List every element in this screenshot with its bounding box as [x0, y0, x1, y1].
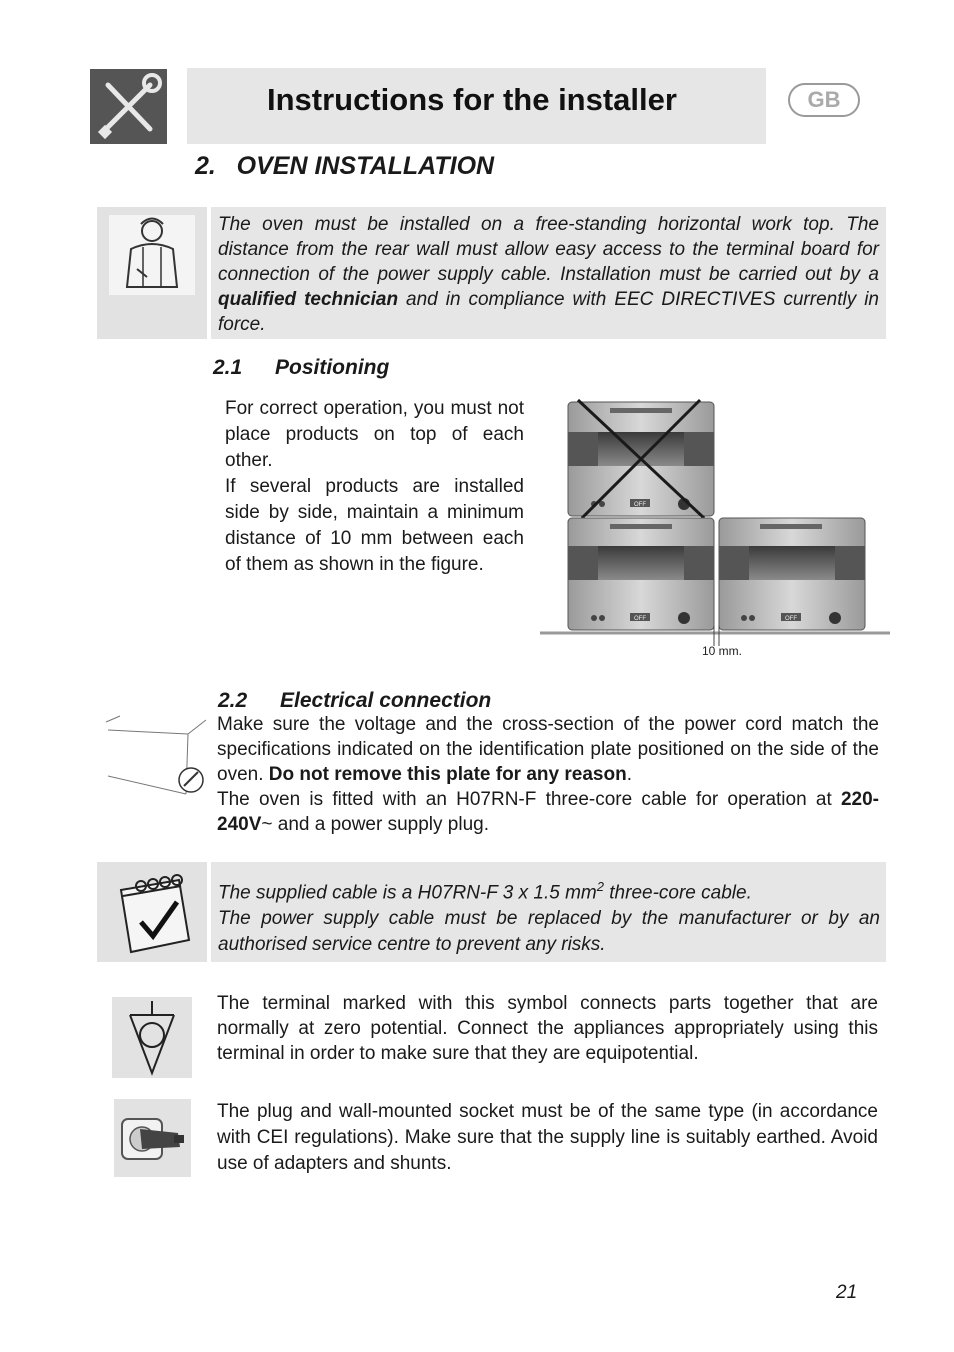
page-title: Instructions for the installer	[267, 82, 677, 117]
subsection-electrical: 2.2 Electrical connection	[218, 689, 492, 712]
intro-text: The oven must be installed on a free-standing horizontal work top. The distance from the rear wall must allow easy access to the terminal board for connection of the power supply cable. Installation must be carried out by a qualified technician and in compliance with EEC DIRECTIVES currently in force.	[218, 214, 879, 335]
positioning-text: For correct operation, you must not place products on top of each other. If several products are installed side by side, maintain a minimum distance of 10 mm between each of them as shown in the figure.	[225, 398, 524, 575]
tools-icon	[90, 69, 167, 144]
language-badge: GB	[788, 83, 860, 117]
plug-socket-icon	[114, 1099, 191, 1177]
equipotential-text: The terminal marked with this symbol connects parts together that are normally at zero potential. Connect the appliances appropriately using this terminal in order to make sure that they are equipotential.	[217, 993, 878, 1064]
oven-stacking-figure	[538, 398, 894, 660]
notepad-check-icon	[97, 862, 207, 962]
section-title: 2. OVEN INSTALLATION	[195, 152, 495, 180]
plug-text: The plug and wall-mounted socket must be of the same type (in accordance with CEI regulations). Make sure that the supply line is suitably earthed. Avoid use of adapters and shunts.	[217, 1101, 878, 1174]
identification-plate-icon	[100, 712, 212, 802]
notepad-icon-box	[97, 862, 207, 962]
technician-icon	[97, 207, 207, 339]
page-number: 21	[836, 1282, 858, 1303]
svg-text:OFF: OFF	[634, 502, 646, 508]
electrical-text: Make sure the voltage and the cross-section of the power cord match the specifications indicated on the identification plate positioned on the side of the oven. Do not remove this plate for any reason. The oven is fitted with an H07RN-F three-core cable for operation at 220-240V~ and a power supply plug.	[217, 714, 879, 835]
oven-bottom-right	[719, 518, 865, 630]
svg-text:OFF: OFF	[634, 616, 646, 622]
svg-text:OFF: OFF	[785, 616, 797, 622]
technician-icon-box	[97, 207, 207, 339]
subsection-positioning: 2.1 Positioning	[213, 356, 390, 379]
cable-note-text: The supplied cable is a H07RN-F 3 x 1.5 $mm^2$ three-core cable. The power supply cable must be replaced by the manufacturer or by an authorised service centre to prevent any risks.	[218, 879, 880, 956]
gap-label: 10 mm.	[701, 644, 743, 658]
oven-bottom-left	[568, 518, 714, 630]
equipotential-icon	[112, 997, 192, 1078]
